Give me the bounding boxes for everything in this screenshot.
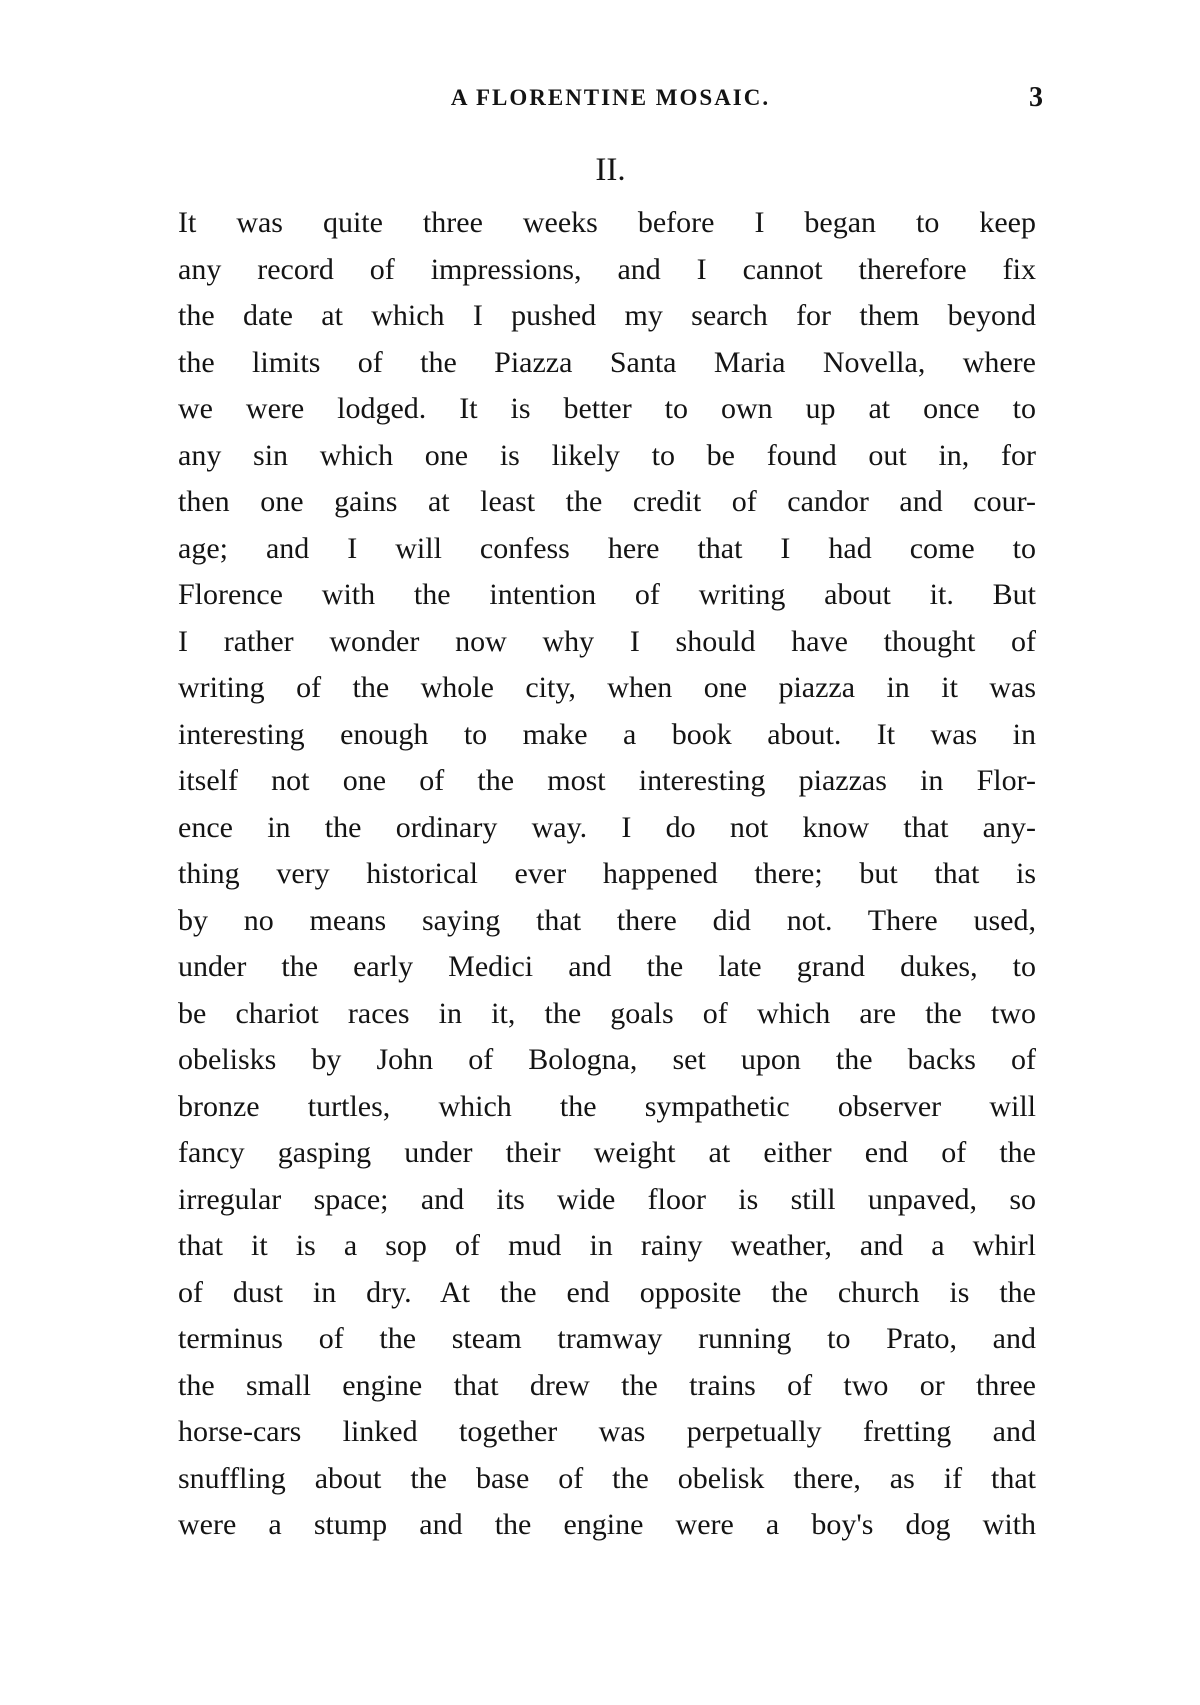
text-line: irregular space; and its wide floor is still unpaved, so [178, 1182, 1036, 1216]
body-text [178, 200, 1036, 1549]
text-line: be chariot races in it, the goals of which are the two [178, 996, 1036, 1030]
text-line: the small engine that drew the trains of two or three [178, 1368, 1036, 1402]
text-line: fancy gasping under their weight at either end of the [178, 1136, 1036, 1169]
text-line: itself not one of the most interesting piazzas in Flor- [178, 764, 1036, 797]
text-line: I rather wonder now why I should have thought of [178, 624, 1036, 658]
text-line: by no means saying that there did not. There used, [178, 903, 1036, 937]
text-line: we were lodged. It is better to own up at once to [178, 392, 1036, 425]
text-line: It was quite three weeks before I began to keep [178, 206, 1036, 239]
section-heading: II. [595, 152, 626, 188]
text-line: any record of impressions, and I cannot therefore fix [178, 252, 1036, 286]
text-line: writing of the whole city, when one piazza in it was [178, 671, 1036, 704]
running-head [178, 78, 1043, 118]
text-line: obelisks by John of Bologna, set upon the backs of [178, 1043, 1036, 1076]
text-line: horse-cars linked together was perpetually fretting and [178, 1415, 1036, 1448]
text-line: age; and I will confess here that I had come to [178, 531, 1036, 565]
text-line: Florence with the intention of writing about it. But [178, 578, 1036, 611]
text-line: snuffling about the base of the obelisk there, as if that [178, 1461, 1036, 1495]
text-line: any sin which one is likely to be found out in, for [178, 438, 1036, 472]
text-line: under the early Medici and the late grand dukes, to [178, 950, 1036, 983]
text-line: were a stump and the engine were a boy's dog with [178, 1508, 1036, 1541]
text-line: of dust in dry. At the end opposite the church is the [178, 1275, 1036, 1309]
text-line: the date at which I pushed my search for them beyond [178, 299, 1036, 332]
text-line: thing very historical ever happened there; but that is [178, 857, 1036, 890]
page-number: 3 [1029, 82, 1043, 113]
text-line: that it is a sop of mud in rainy weather, and a whirl [178, 1229, 1036, 1262]
text-line: the limits of the Piazza Santa Maria Novella, where [178, 345, 1036, 379]
text-line: bronze turtles, which the sympathetic observer will [178, 1089, 1036, 1123]
text-line: then one gains at least the credit of candor and cour- [178, 485, 1036, 518]
text-line: terminus of the steam tramway running to Prato, and [178, 1322, 1036, 1355]
text-line: interesting enough to make a book about. It was in [178, 717, 1036, 751]
running-title: A FLORENTINE MOSAIC. [450, 85, 771, 110]
text-line: ence in the ordinary way. I do not know that any- [178, 810, 1036, 844]
